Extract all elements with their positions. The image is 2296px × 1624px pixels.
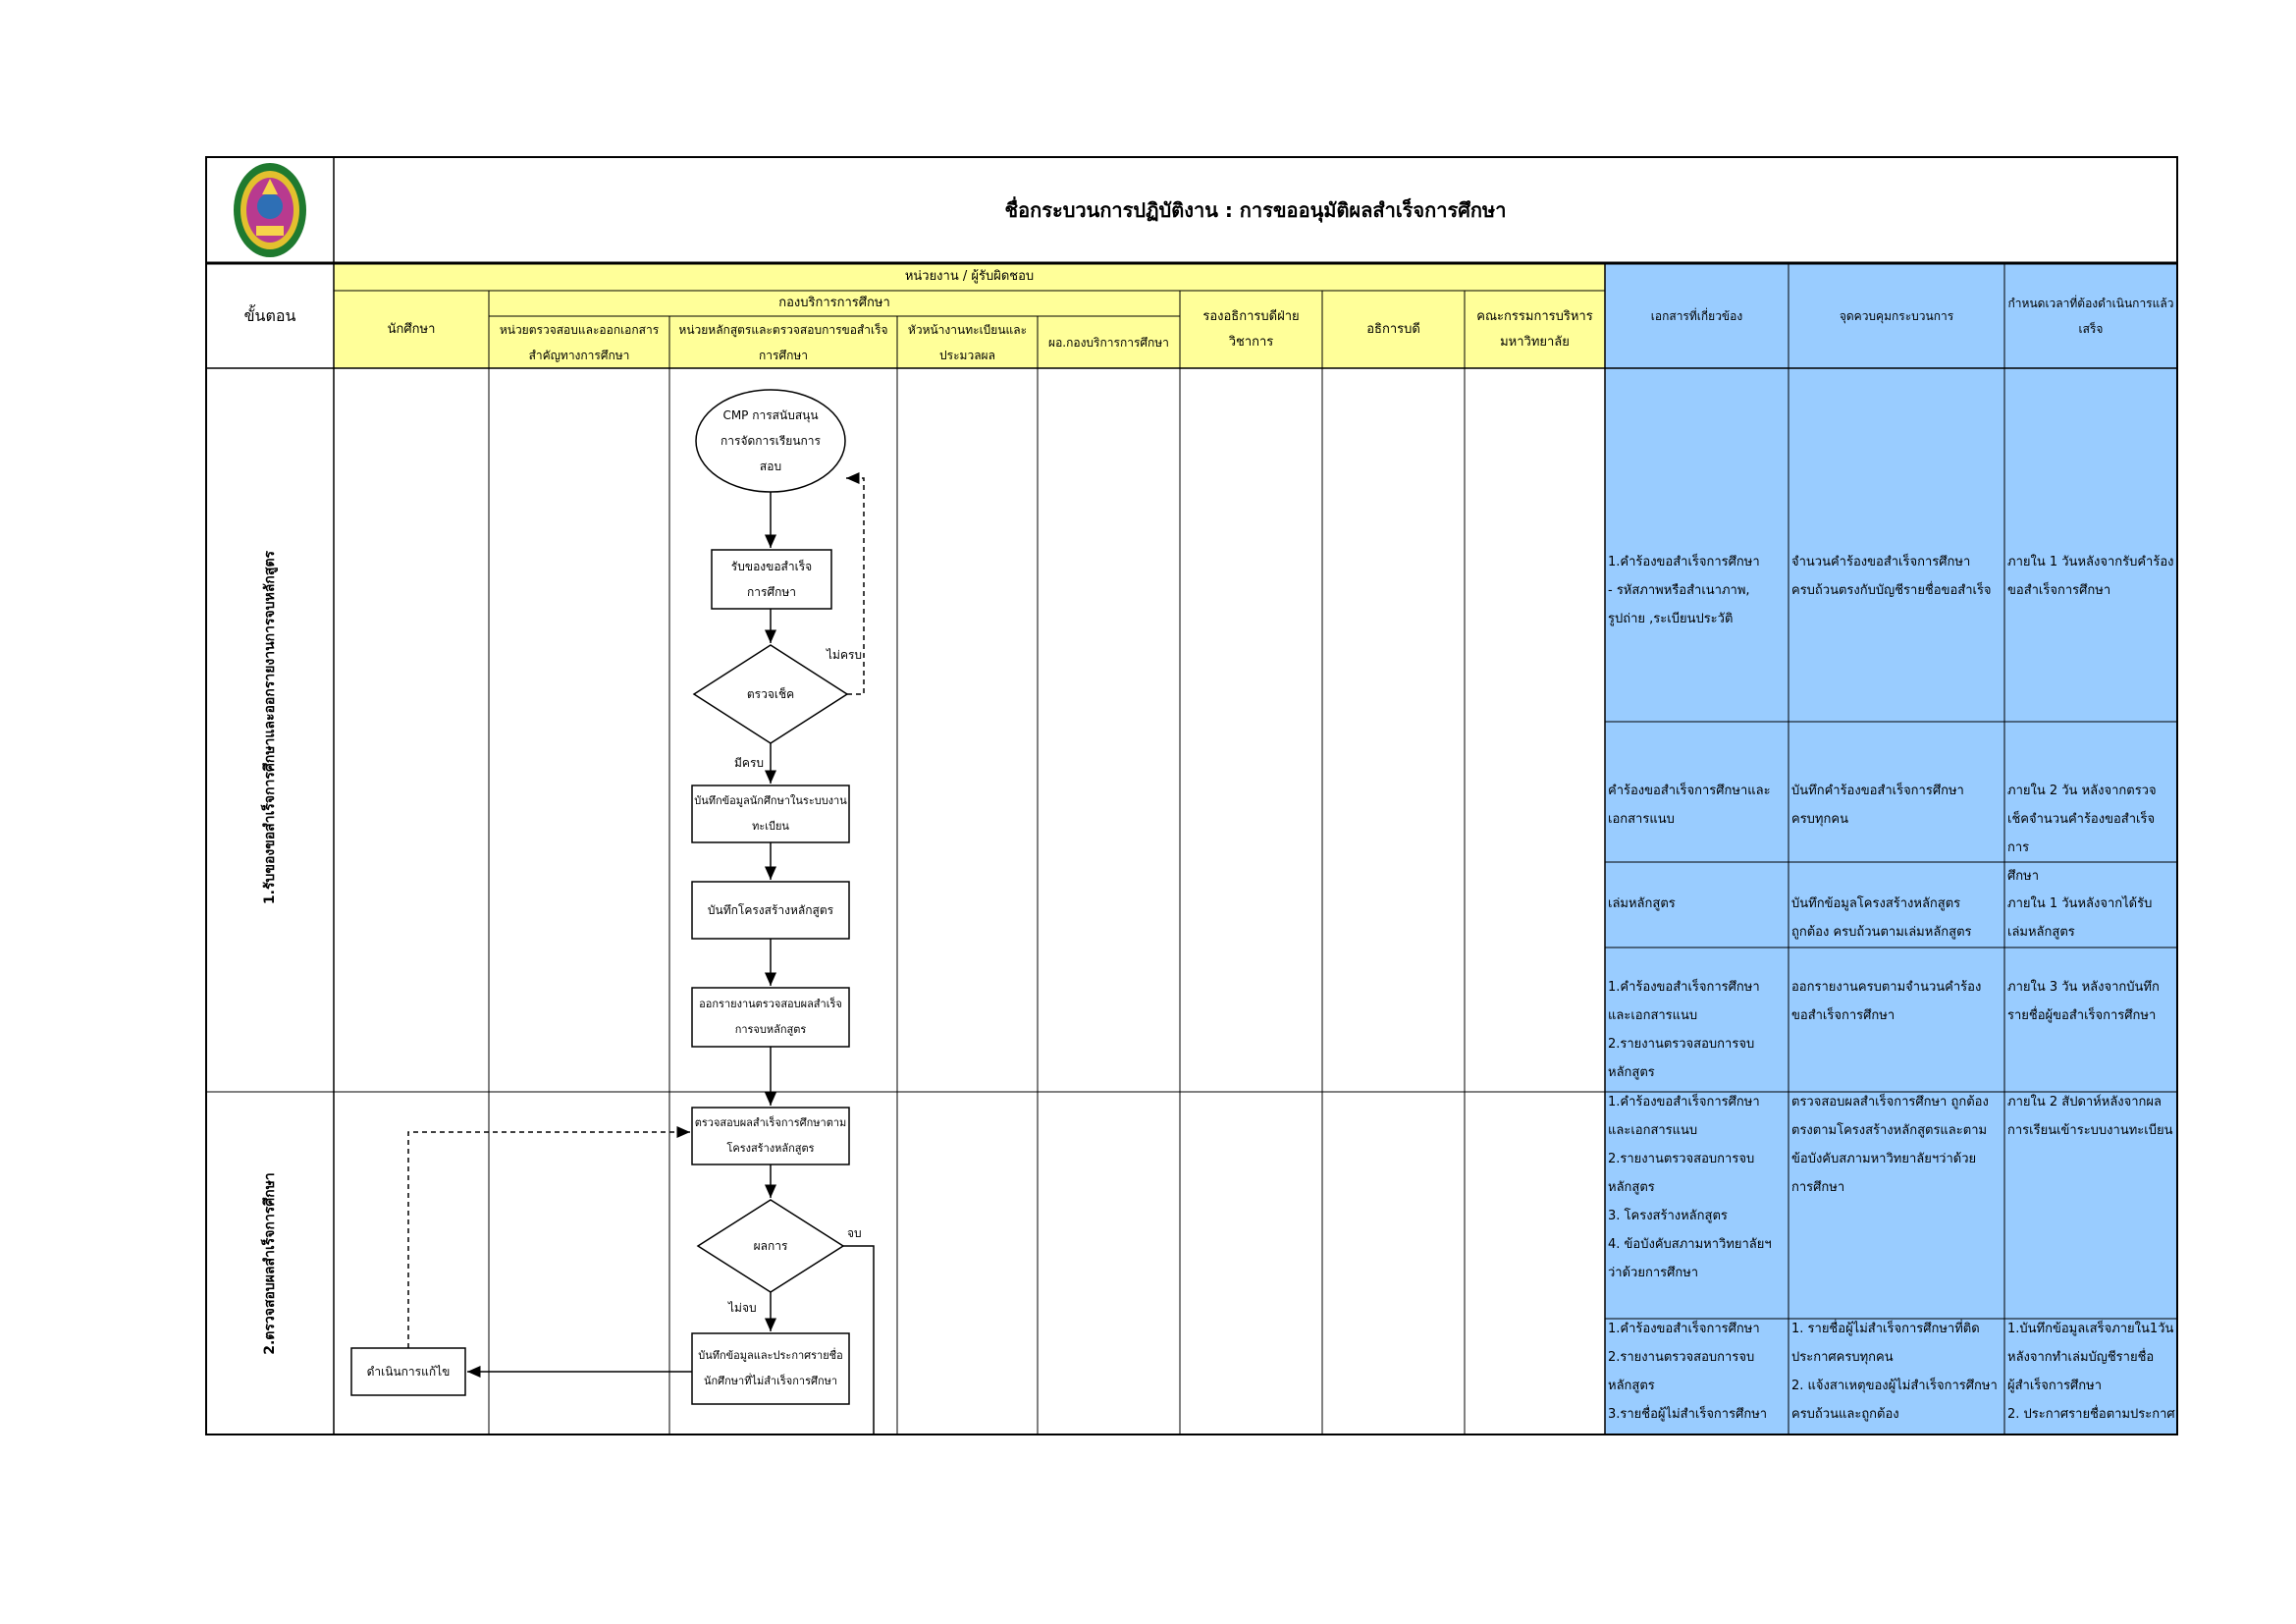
- info-row-5-control: ตรวจสอบผลสำเร็จการศึกษา ถูกต้อง ตรงตามโครงสร้างหลักสูตรและตาม ข้อบังคับสภามหาวิทยาลัยฯว่าด้วย การศึกษา: [1791, 1095, 1989, 1195]
- header-responsible: หน่วยงาน / ผู้รับผิดชอบ: [904, 269, 1035, 284]
- step-1-label: 1.รับของขอสำเร็จการศึกษาและออกรายงานการจบหลักสูตร: [262, 550, 278, 905]
- node-report: ออกรายงานตรวจสอบผลสำเร็จ การจบหลักสูตร: [699, 998, 842, 1036]
- info-row-1-control: จำนวนคำร้องขอสำเร็จการศึกษา ครบถ้วนตรงกับบัญชีรายชื่อขอสำเร็จ: [1791, 555, 1992, 598]
- node-check: ตรวจเช็ค: [746, 687, 795, 701]
- node-record-student: บันทึกข้อมูลนักศึกษาในระบบงาน ทะเบียน: [694, 794, 847, 833]
- info-row-3-docs: เล่มหลักสูตร: [1608, 896, 1676, 911]
- header-sub-curr: หน่วยหลักสูตรและตรวจสอบการขอสำเร็จ การศึกษา: [678, 322, 888, 362]
- node-receive: รับของขอสำเร็จ การศึกษา: [730, 560, 813, 599]
- info-row-1-time: ภายใน 1 วันหลังจากรับคำร้อง ขอสำเร็จการศึกษา: [2007, 555, 2174, 598]
- info-row-6-docs: 1.คำร้องขอสำเร็จการศึกษา 2.รายงานตรวจสอบการจบ หลักสูตร 3.รายชื่อผู้ไม่สำเร็จการศึกษา: [1608, 1322, 1768, 1422]
- header-committee: คณะกรรมการบริหาร มหาวิทยาลัย: [1476, 308, 1593, 350]
- info-row-4-time: ภายใน 3 วัน หลังจากบันทึก รายชื่อผู้ขอสำเร็จการศึกษา: [2007, 980, 2160, 1023]
- header-sub-director: ผอ.กองบริการการศึกษา: [1048, 335, 1169, 350]
- info-row-5-docs: 1.คำร้องขอสำเร็จการศึกษา และเอกสารแนบ 2.รายงานตรวจสอบการจบ หลักสูตร 3. โครงสร้างหลักสูตร 4. ข้อบังคับสภามหาวิทยาลัยฯ ว่าด้วยการศึกษา: [1608, 1095, 1772, 1280]
- info-row-5-time: ภายใน 2 สัปดาห์หลังจากผล การเรียนเข้าระบบงานทะเบียน: [2007, 1095, 2173, 1138]
- edge-label-complete: มีครบ: [734, 756, 764, 770]
- info-row-6-time: 1.บันทึกข้อมูลเสร็จภายใน1วัน หลังจากทำเล่มบัญชีรายชื่อ ผู้สำเร็จการศึกษา 2. ประกาศรายชื่อตามประกาศ: [2007, 1322, 2175, 1422]
- step-2-label: 2.ตรวจสอบผลสำเร็จการศึกษา: [262, 1172, 278, 1355]
- header-docs: เอกสารที่เกี่ยวข้อง: [1650, 308, 1743, 323]
- node-record-structure: บันทึกโครงสร้างหลักสูตร: [707, 903, 834, 917]
- info-row-6-control: 1. รายชื่อผู้ไม่สำเร็จการศึกษาที่ติด ประกาศครบทุกคน 2. แจ้งสาเหตุของผู้ไม่สำเร็จการศึกษา ครบถ้วนและถูกต้อง: [1791, 1322, 1998, 1422]
- header-sub-doc: หน่วยตรวจสอบและออกเอกสาร สำคัญทางการศึกษา: [499, 322, 660, 362]
- edge-fix-verify: [408, 1132, 690, 1348]
- edge-label-graduate: จบ: [847, 1226, 862, 1240]
- header-president: อธิการบดี: [1366, 321, 1420, 337]
- node-fix: ดำเนินการแก้ไข: [366, 1365, 451, 1379]
- header-control: จุดควบคุมกระบวนการ: [1839, 308, 1954, 323]
- info-row-3-time: ภายใน 1 วันหลังจากได้รับ เล่มหลักสูตร: [2007, 896, 2153, 940]
- header-sub-head: หัวหน้างานทะเบียนและ ประมวลผล: [907, 322, 1028, 362]
- edge-label-incomplete: ไม่ครบ: [827, 648, 863, 662]
- info-row-4-control: ออกรายงานครบตามจำนวนคำร้อง ขอสำเร็จการศึกษา: [1791, 980, 1982, 1023]
- header-student: นักศึกษา: [387, 321, 436, 337]
- info-row-2-control: บันทึกคำร้องขอสำเร็จการศึกษา ครบทุกคน: [1791, 784, 1964, 827]
- info-row-3-control: บันทึกข้อมูลโครงสร้างหลักสูตร ถูกต้อง ครบถ้วนตามเล่มหลักสูตร: [1791, 896, 1972, 940]
- node-record-fail: บันทึกข้อมูลและประกาศรายชื่อ นักศึกษาที่ไม่สำเร็จการศึกษา: [698, 1349, 843, 1387]
- header-step: ขั้นตอน: [243, 305, 296, 325]
- header-office: กองบริการการศึกษา: [778, 296, 890, 310]
- edge-label-not-graduate: ไม่จบ: [728, 1301, 757, 1315]
- info-row-4-docs: 1.คำร้องขอสำเร็จการศึกษา และเอกสารแนบ 2.รายงานตรวจสอบการจบ หลักสูตร: [1608, 980, 1760, 1080]
- node-verify: ตรวจสอบผลสำเร็จการศึกษาตาม โครงสร้างหลักสูตร: [694, 1116, 847, 1155]
- page-title: ชื่อกระบวนการปฏิบัติงาน : การขออนุมัติผลสำเร็จการศึกษา: [1004, 198, 1507, 222]
- info-row-1-docs: 1.คำร้องขอสำเร็จการศึกษา - รหัสภาพหรือสำเนาภาพ, รูปถ่าย ,ระเบียนประวัติ: [1608, 555, 1760, 626]
- node-start: CMP การสนับสนุน การจัดการเรียนการ สอบ: [721, 408, 821, 473]
- header-time: กำหนดเวลาที่ต้องดำเนินการแล้ว เสร็จ: [2007, 296, 2174, 336]
- node-result: ผลการ: [753, 1239, 788, 1253]
- header-vp: รองอธิการบดีฝ่าย วิชาการ: [1202, 308, 1300, 350]
- info-row-2-docs: คำร้องขอสำเร็จการศึกษาและ เอกสารแนบ: [1608, 784, 1771, 827]
- info-row-2-time: ภายใน 2 วัน หลังจากตรวจ เช็คจำนวนคำร้องขอสำเร็จการ ศึกษา: [2007, 784, 2157, 884]
